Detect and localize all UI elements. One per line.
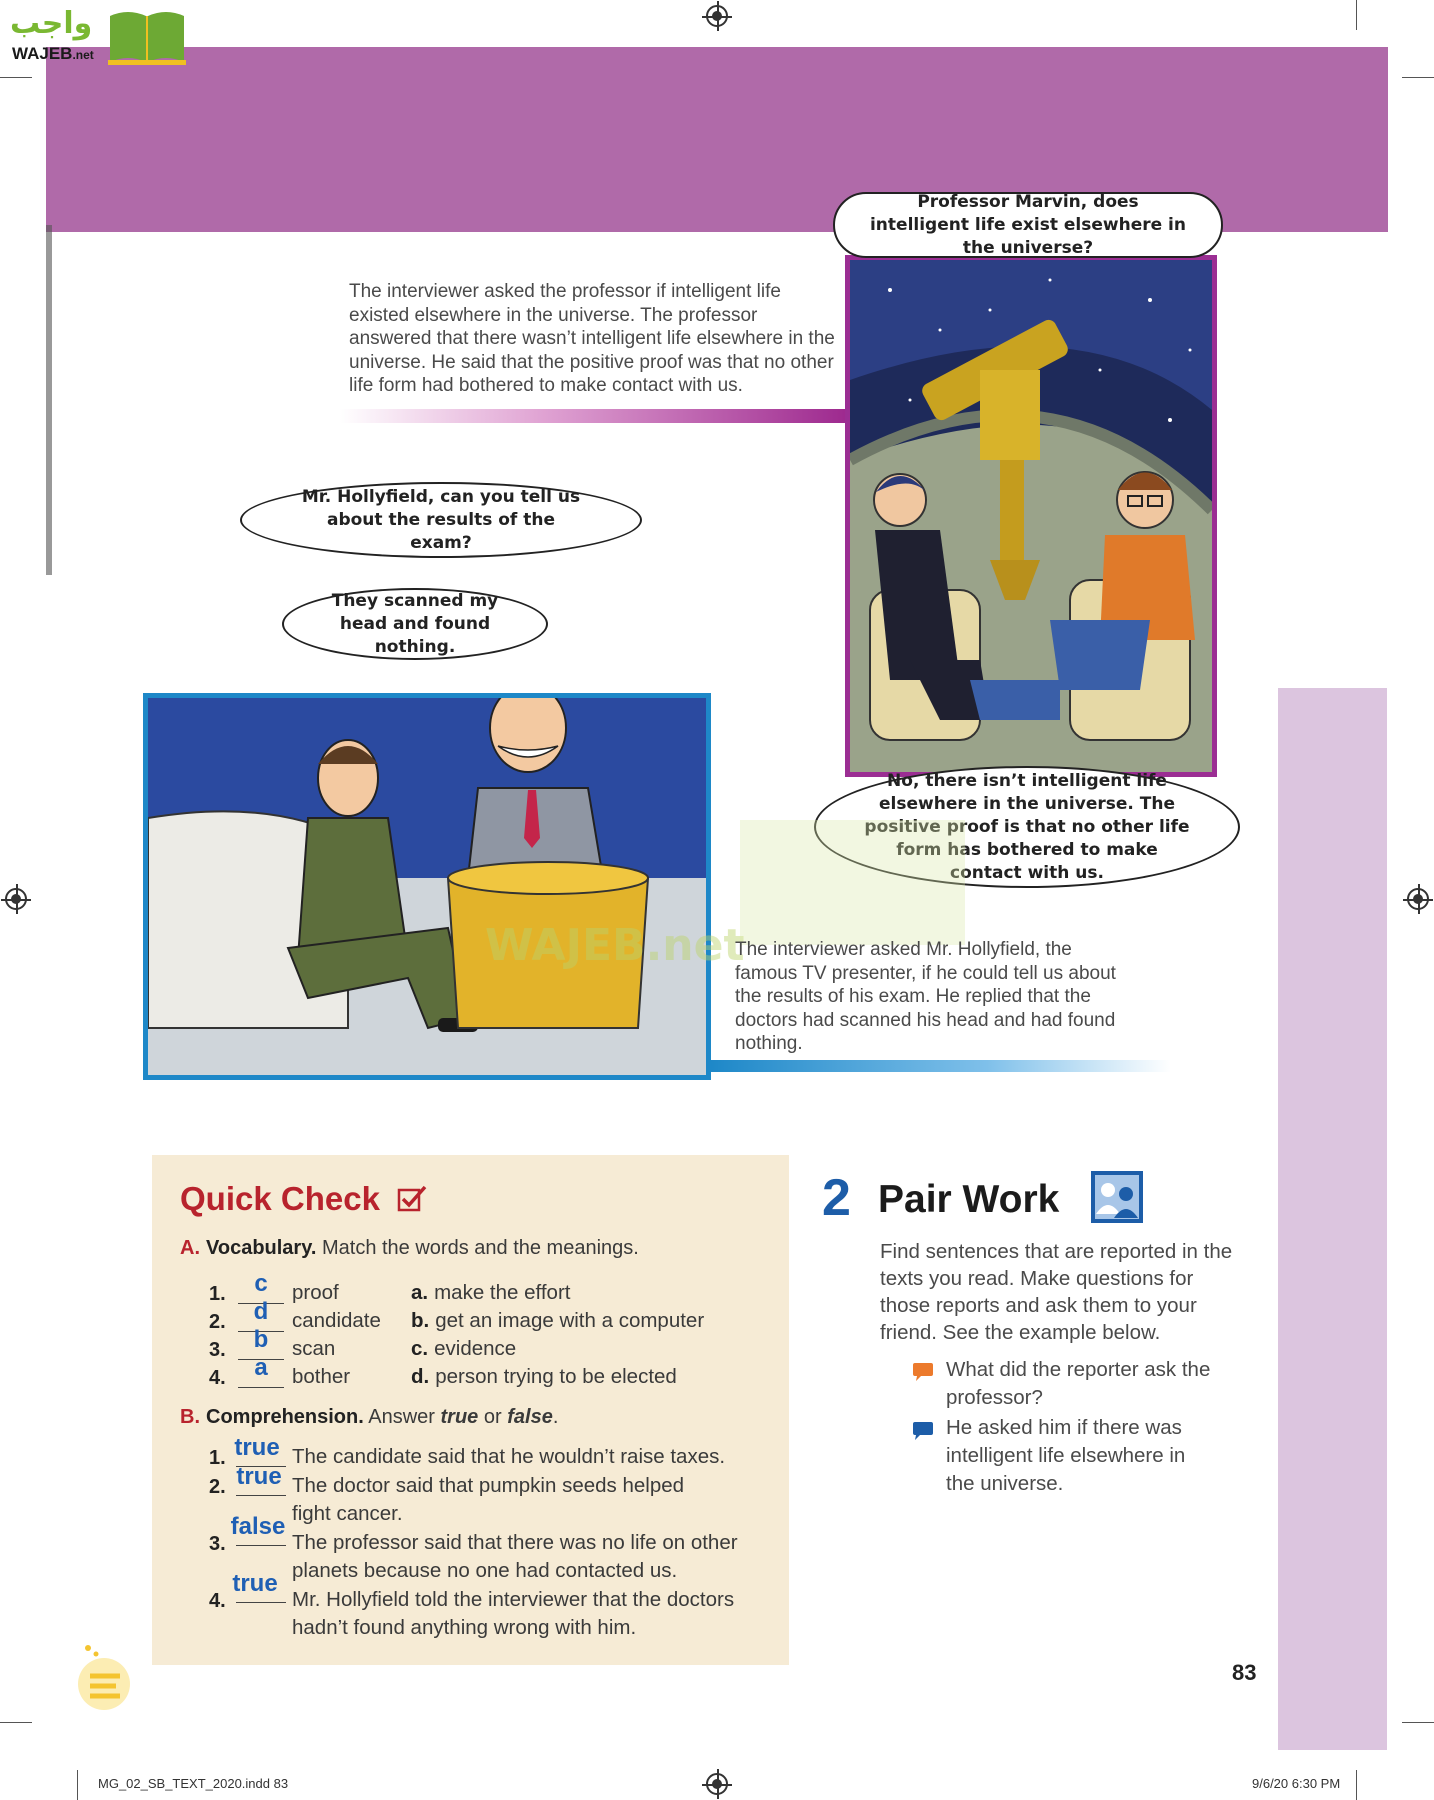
item-number: 3.: [209, 1533, 226, 1555]
item-number: 4.: [209, 1590, 226, 1612]
section-b-label: B. Comprehension. Answer true or false.: [180, 1406, 559, 1428]
speech-bubble-marvin-answer: No, there isn’t intelligent life elsewhere in the universe. The positive proof is that no other life form has bothered to make contact with us.: [814, 766, 1240, 888]
speech-bubble-hollyfield-question: Mr. Hollyfield, can you tell us about the results of the exam?: [240, 482, 642, 558]
item-number: 1.: [209, 1283, 226, 1305]
crop-mark: [0, 77, 32, 78]
tv-studio-illustration: [148, 698, 706, 1075]
vocab-answer: a: [254, 1354, 268, 1381]
comprehension-statement: The professor said that there was no life on other: [292, 1531, 738, 1554]
item-number: 2.: [209, 1311, 226, 1333]
comprehension-answer: true: [236, 1463, 282, 1490]
observatory-illustration: [850, 260, 1212, 772]
pair-work-number: 2: [822, 1169, 851, 1227]
answer-blank: [236, 1495, 286, 1496]
vocab-answer: c: [254, 1270, 268, 1297]
footer-date: 9/6/20 6:30 PM: [1252, 1776, 1341, 1791]
answer-blank: [236, 1602, 286, 1603]
vocab-word: scan: [292, 1337, 336, 1360]
comic-panel-hollyfield: [143, 693, 711, 1080]
meaning-item: d. person trying to be elected: [411, 1365, 677, 1388]
comprehension-answer: true: [234, 1434, 280, 1461]
speech-bubble-marvin-question: Professor Marvin, does intelligent life exist elsewhere in the universe?: [833, 192, 1223, 258]
caption-hollyfield: The interviewer asked Mr. Hollyfield, the famous TV presenter, if he could tell us about the results of his exam. He replied that the doctors had scanned his head and had found nothing.: [735, 939, 1116, 1054]
watermark-text: WAJEB.net: [485, 920, 745, 971]
comprehension-statement: The doctor said that pumpkin seeds helped: [292, 1474, 685, 1497]
vocab-answer: d: [253, 1298, 269, 1325]
registration-mark-icon: [1407, 888, 1429, 910]
decorative-symbol-icon: [76, 1640, 136, 1712]
comprehension-statement-cont: hadn’t found anything wrong with him.: [292, 1616, 637, 1639]
page-edge: [46, 225, 52, 575]
meaning-item: b. get an image with a computer: [411, 1309, 705, 1332]
item-number: 4.: [209, 1367, 226, 1389]
watermark-book: [740, 820, 965, 945]
vocab-word: candidate: [292, 1309, 381, 1332]
comprehension-statement-cont: fight cancer.: [292, 1502, 403, 1525]
pair-work-icon: [1090, 1170, 1144, 1224]
wajeb-logo: [8, 4, 188, 66]
caption-underline: [340, 409, 845, 423]
item-number: 3.: [209, 1339, 226, 1361]
page-number: 83: [1232, 1660, 1257, 1685]
comprehension-answer: false: [230, 1513, 286, 1540]
registration-mark-icon: [706, 5, 728, 27]
comprehension-answer: true: [232, 1570, 278, 1597]
crop-mark: [1402, 77, 1434, 78]
pair-work-instructions: Find sentences that are reported in the texts you read. Make questions for those reports and ask them to your friend. See the example below.: [880, 1240, 1233, 1344]
crop-mark: [77, 1770, 78, 1800]
meaning-item: a. make the effort: [411, 1281, 571, 1304]
item-number: 1.: [209, 1447, 226, 1469]
comic-panel-marvin: [845, 255, 1217, 777]
side-tab: [1278, 688, 1387, 1750]
comprehension-statement: The candidate said that he wouldn’t raise taxes.: [292, 1445, 726, 1468]
registration-mark-icon: [706, 1773, 728, 1795]
pair-work-question: What did the reporter ask the professor?: [946, 1358, 1211, 1409]
section-a-label: A. Vocabulary. Match the words and the meanings.: [180, 1237, 639, 1259]
speech-bubble-hollyfield-answer: They scanned my head and found nothing.: [282, 588, 548, 660]
footer-filename: MG_02_SB_TEXT_2020.indd 83: [98, 1776, 289, 1791]
registration-mark-icon: [5, 888, 27, 910]
book-icon: [106, 6, 188, 66]
pair-work-answer: He asked him if there was intelligent life elsewhere in the universe.: [946, 1416, 1186, 1495]
item-number: 2.: [209, 1476, 226, 1498]
speech-bubble-orange-icon: [912, 1362, 934, 1382]
pair-work-title: Pair Work: [878, 1178, 1060, 1221]
answer-blank: [238, 1387, 284, 1388]
comprehension-statement: Mr. Hollyfield told the interviewer that the doctors: [292, 1588, 735, 1611]
vocab-word: bother: [292, 1365, 351, 1388]
logo-latin: WAJEB.net: [12, 44, 94, 63]
crop-mark: [0, 1722, 32, 1723]
answer-blank: [236, 1545, 286, 1546]
caption-underline: [711, 1060, 1171, 1072]
checkbox-icon: [397, 1184, 429, 1212]
logo-arabic: واجب: [10, 6, 93, 41]
vocab-answer: b: [253, 1326, 269, 1353]
comprehension-statement-cont: planets because no one had contacted us.: [292, 1559, 678, 1582]
crop-mark: [1356, 0, 1357, 30]
vocab-word: proof: [292, 1281, 339, 1304]
quick-check-title: Quick Check: [180, 1180, 429, 1218]
crop-mark: [1402, 1722, 1434, 1723]
meaning-item: c. evidence: [411, 1337, 517, 1360]
caption-professor: The interviewer asked the professor if intelligent life existed elsewhere in the universe. The professor answered that there wasn’t intelligent life elsewhere in the universe. He said that the positive proof was that no other life form had bothered to make contact with us.: [349, 281, 835, 396]
speech-bubble-blue-icon: [912, 1421, 934, 1441]
crop-mark: [1356, 1770, 1357, 1800]
